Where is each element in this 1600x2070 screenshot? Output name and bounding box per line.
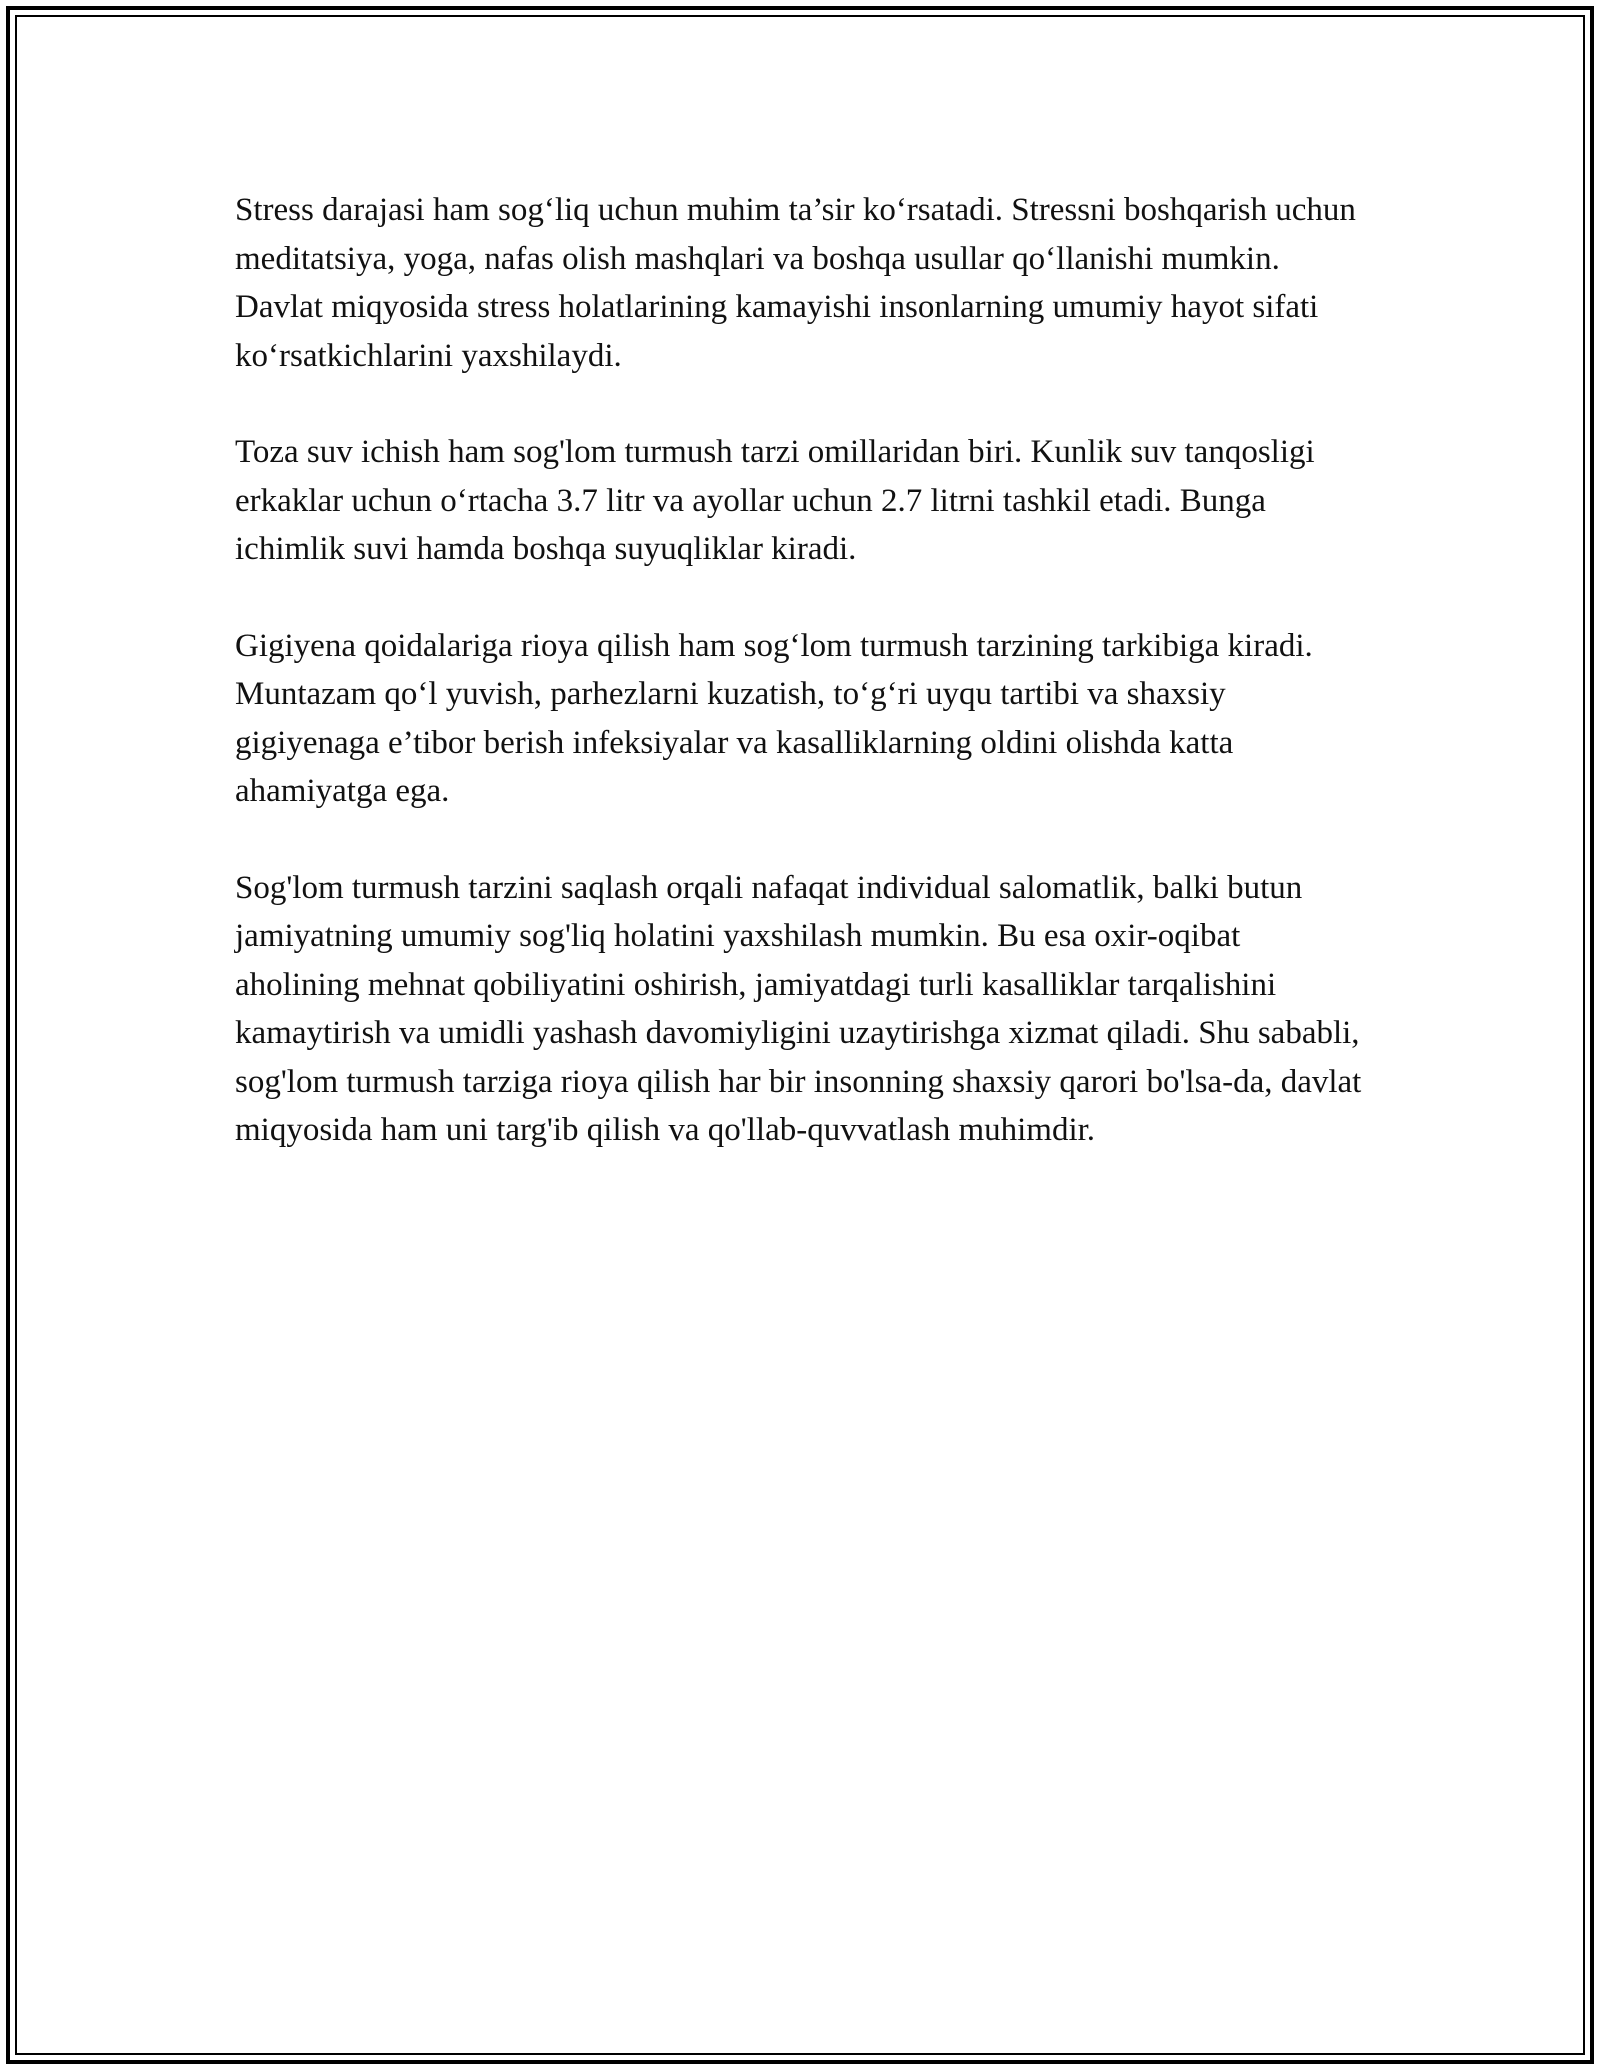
paragraph-stress: Stress darajasi ham sog‘liq uchun muhim ta’sir ko‘rsatadi. Stressni boshqarish uchun meditatsiya, yoga, nafas olish mashqlari va boshqa usullar qo‘llanishi mumkin. Davlat miqyosida stress holatlarining kamayishi insonlarning umumiy hayot sifati ko‘rsatkichlarini yaxshilaydi. [235,192,1356,374]
document-body [235,186,1365,1203]
paragraph-clean-water: Toza suv ichish ham sog'lom turmush tarzi omillaridan biri. Kunlik suv tanqosligi erkaklar uchun o‘rtacha 3.7 litr va ayollar uchun 2.7 litrni tashkil etadi. Bunga ichimlik suvi hamda boshqa suyuqliklar kiradi. [235,434,1315,567]
paragraph-hygiene: Gigiyena qoidalariga rioya qilish ham sog‘lom turmush tarzining tarkibiga kiradi. Muntazam qo‘l yuvish, parhezlarni kuzatish, to‘g‘ri uyqu tartibi va shaxsiy gigiyenaga e’tibor berish infeksiyalar va kasalliklarning oldini olishda katta ahamiyatga ega. [235,627,1313,809]
paragraph-healthy-lifestyle: Sog'lom turmush tarzini saqlash orqali nafaqat individual salomatlik, balki butun jamiyatning umumiy sog'liq holatini yaxshilash mumkin. Bu esa oxir-oqibat aholining mehnat qobiliyatini oshirish, jamiyatdagi turli kasalliklar tarqalishini kamaytirish va umidli yashash davomiyligini uzaytirishga xizmat qiladi. Shu sababli, sog'lom turmush tarziga rioya qilish har bir insonning shaxsiy qarori bo'lsa-da, davlat miqyosida ham uni targ'ib qilish va qo'llab-quvvatlash muhimdir. [235,869,1362,1148]
